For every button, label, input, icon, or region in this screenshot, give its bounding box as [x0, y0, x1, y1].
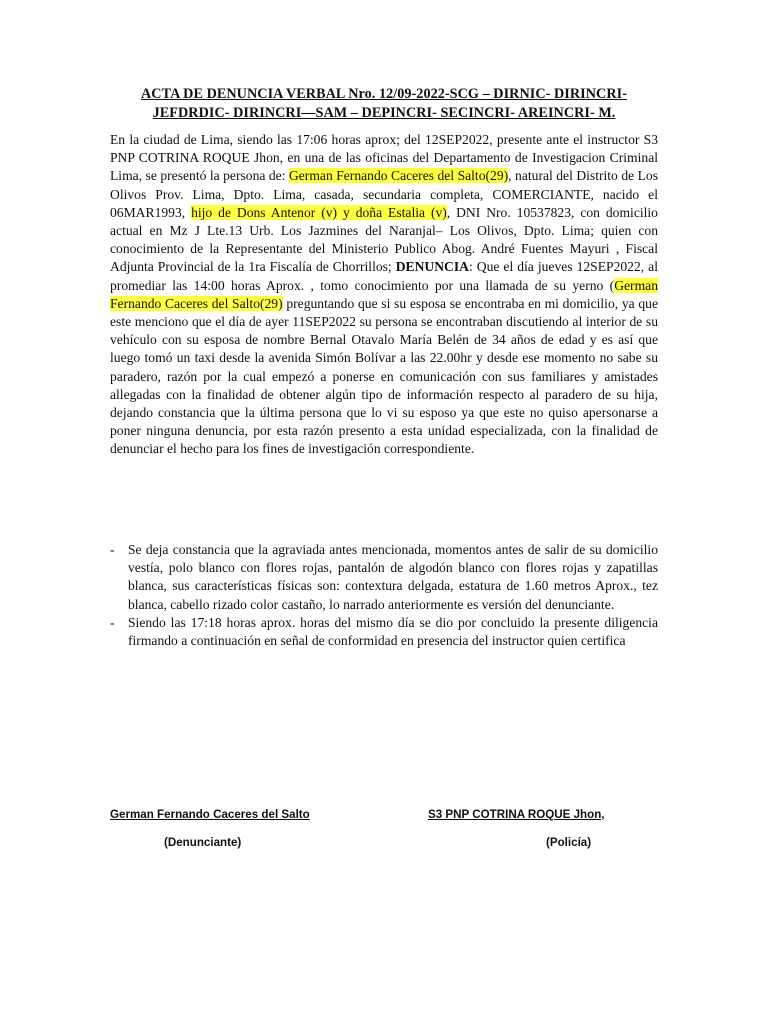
document-title: ACTA DE DENUNCIA VERBAL Nro. 12/09-2022-SCG – DIRNIC- DIRINCRI-JEFDRDIC- DIRINCRI—SAM – DEPINCRI- SECINCRI- AREINCRI- M.	[141, 86, 627, 121]
paragraph-text: : Que el día jueves 12SEP2022, al promediar las 14:00 horas Aprox. , tomo conocimiento por una llamada de su yerno (	[110, 259, 658, 293]
observations-list	[110, 541, 658, 650]
highlighted-name: German Fernando Caceres del Salto(29)	[288, 168, 509, 184]
list-item	[110, 541, 658, 614]
list-item-text: Siendo las 17:18 horas aprox. horas del mismo día se dio por concluido la presente diligencia firmando a continuación en señal de conformidad en presencia del instructor quien certifica	[128, 614, 658, 649]
paragraph-text: , DNI Nro. 10537823, con domicilio actual en Mz J Lte.13 Urb. Los Jazmines del Naranjal– Los Olivos, Dpto. Lima; quien con conocimiento de la Representante del Ministerio Publico Abog. André Fuentes Mayuri , Fiscal Adjunta Provincial de la 1ra Fiscalía de Chorrillos;	[110, 204, 658, 275]
highlighted-name: German Fernando Caceres del Salto(29)	[110, 277, 658, 311]
list-item-text: Se deja constancia que la agraviada antes mencionada, momentos antes de salir de su domicilio vestía, polo blanco con flores rojas, pantalón de algodón blanco con flores rojas y zapatillas blanca, sus características físicas son: contextura delgada, estatura de 1.60 metros Aprox., tez blanca, cabello rizado color castaño, lo narrado anteriormente es versión del denunciante.	[128, 542, 658, 612]
paragraph-text: , natural del Distrito de Los Olivos Prov. Lima, Dpto. Lima, casada, secundaria completa, COMERCIANTE, nacido el 06MAR1993,	[110, 168, 659, 220]
dash-bullet: -	[110, 542, 115, 557]
dash-bullet: -	[110, 614, 115, 630]
paragraph-text: preguntando que si su esposa se encontraba en mi domicilio, ya que este menciono que el día de ayer 11SEP2022 su persona se encontraban discutiendo al interior de su vehículo con su esposa de nombre Bernal Otavalo María Belén de 34 años de edad y es así que luego tomó un taxi desde la avenida Simón Bolívar a las 22.00hr y desde ese momento no sabe su paradero, razón por la cual empezó a ponerse en comunicación con sus familiares y amistades allegadas con la finalidad de obtener algún tipo de información respecto al paradero de su hija, dejando constancia que la última persona que lo vi su esposo ya que este no quiso apersonarse a poner ninguna denuncia, por esta razón presento a esta unidad especializada, con la finalidad de denunciar el hecho para los fines de investigación correspondiente.	[110, 295, 658, 457]
list-item	[110, 614, 658, 650]
signature-left-name: German Fernando Caceres del Salto	[110, 808, 310, 821]
signature-right-name: S3 PNP COTRINA ROQUE Jhon,	[428, 808, 605, 821]
denuncia-label: DENUNCIA	[395, 259, 469, 275]
signature-right-role: (Policía)	[546, 836, 592, 849]
denuncia-paragraph	[110, 131, 658, 459]
signature-left-role: (Denunciante)	[164, 836, 242, 849]
paragraph-text: En la ciudad de Lima, siendo las 17:06 horas aprox; del 12SEP2022, presente ante el instructor S3 PNP COTRINA ROQUE Jhon, en una de las oficinas del Departamento de Investigacion Criminal Lima, se presentó la persona de:	[110, 132, 658, 184]
highlighted-parents: hijo de Dons Antenor (v) y doña Estalia (v)	[191, 204, 447, 220]
